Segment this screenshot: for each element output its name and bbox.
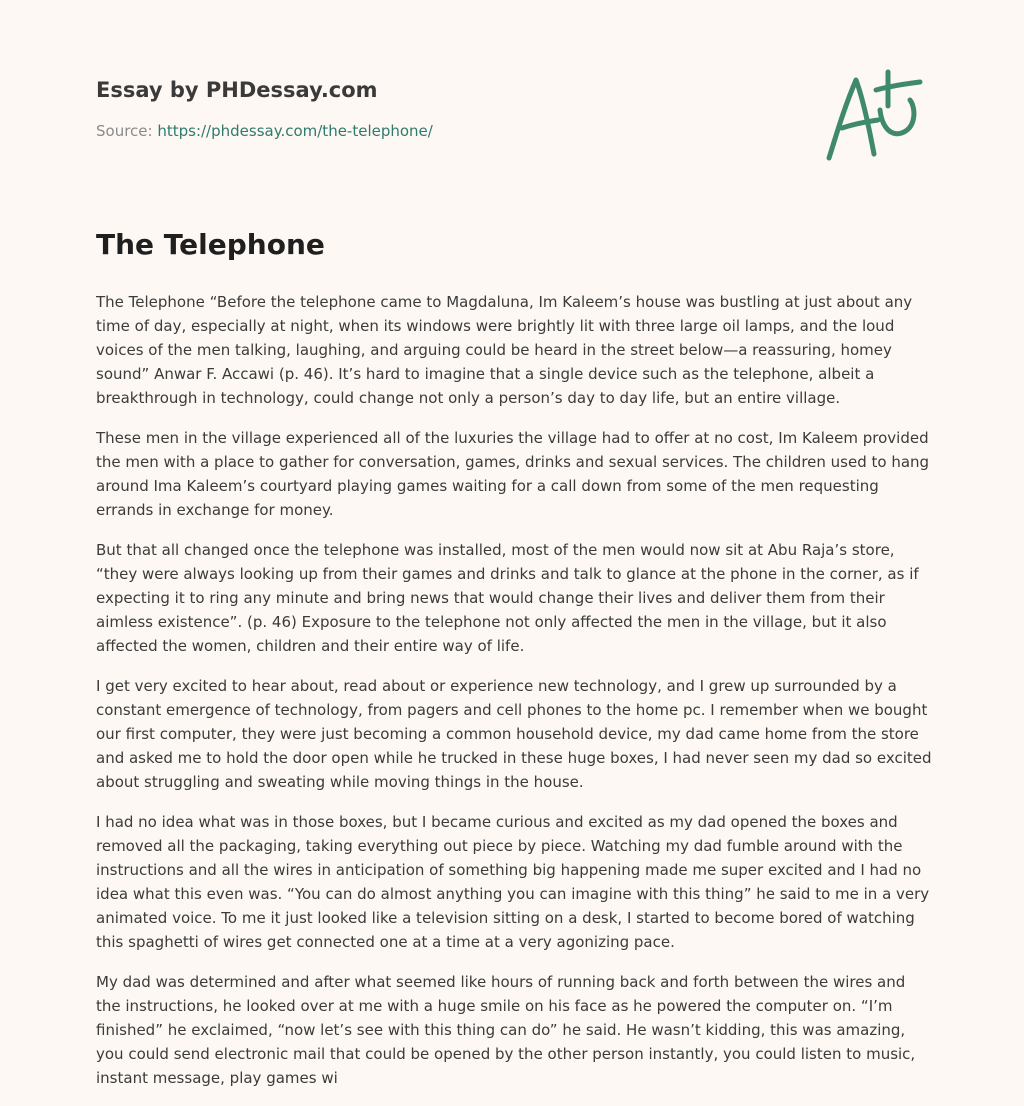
source-line	[96, 121, 796, 141]
essay-paragraph: But that all changed once the telephone was installed, most of the men would now sit at Abu Raja’s store, “they were always looking up from their games and drinks and talk to glance at the phone in the corner, as if expecting it to ring any minute and bring news that would change their lives and deliver them from their aimless existence”. (p. 46) Exposure to the telephone not only affected the men in the village, but it also affected the women, children and their entire way of life.	[96, 541, 919, 655]
page-header	[96, 76, 796, 141]
essay-paragraph: I get very excited to hear about, read about or experience new technology, and I grew up surrounded by a constant emergence of technology, from pagers and cell phones to the home pc. I remember when we bought our first computer, they were just becoming a common household device, my dad came home from the store and asked me to hold the door open while he trucked in these huge boxes, I had never seen my dad so excited about struggling and sweating while moving things in the house.	[96, 677, 932, 791]
essay-paragraph: My dad was determined and after what seemed like hours of running back and forth between the wires and the instructions, he looked over at me with a huge smile on his face as he powered the computer on. “I’m finished” he exclaimed, “now let’s see with this thing can do” he said. He wasn’t kidding, this was amazing, you could send electronic mail that could be opened by the other person instantly, you could listen to music, instant message, play games wi	[96, 973, 916, 1087]
brand-title: Essay by PHDessay.com	[96, 78, 378, 102]
essay-paragraph: The Telephone “Before the telephone came to Magdaluna, Im Kaleem’s house was bustling at just about any time of day, especially at night, when its windows were brightly lit with three large oil lamps, and the loud voices of the men talking, laughing, and arguing could be heard in the street below—a reassuring, homey sound” Anwar F. Accawi (p. 46). It’s hard to imagine that a single device such as the telephone, albeit a breakthrough in technology, could change not only a person’s day to day life, but an entire village.	[96, 293, 913, 407]
essay-paragraph: I had no idea what was in those boxes, but I became curious and excited as my dad opened the boxes and removed all the packaging, taking everything out piece by piece. Watching my dad fumble around with the instructions and all the wires in anticipation of something big happening made me super excited and I had no idea what this even was. “You can do almost anything you can imagine with this thing” he said to me in a very animated voice. To me it just looked like a television sitting on a desk, I started to become bored of watching this spaghetti of wires get connected one at a time at a very agonizing pace.	[96, 813, 930, 951]
source-link[interactable]: https://phdessay.com/the-telephone/	[157, 122, 433, 140]
essay-paragraph: These men in the village experienced all of the luxuries the village had to offer at no cost, Im Kaleem provided the men with a place to gather for conversation, games, drinks and sexual services. The children used to hang around Ima Kaleem’s courtyard playing games waiting for a call down from some of the men requesting errands in exchange for money.	[96, 429, 930, 519]
source-label: Source:	[96, 122, 158, 140]
essay-content	[96, 226, 932, 1106]
essay-title: The Telephone	[96, 228, 325, 261]
a-plus-grade-icon	[822, 66, 926, 166]
